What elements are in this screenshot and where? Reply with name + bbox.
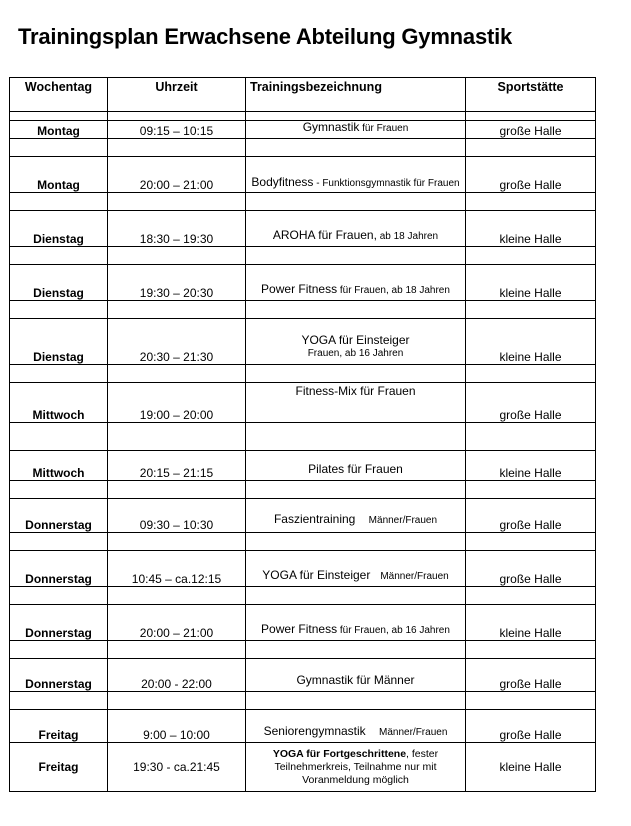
spacer-row xyxy=(10,587,596,605)
spacer-row xyxy=(10,193,596,211)
course-name: Seniorengymnastik xyxy=(263,724,366,738)
course-cell xyxy=(246,551,466,587)
course-cell xyxy=(246,499,466,533)
course-note: , fester Teilnehmerkreis, Teilnahme nur mit Voranmeldung möglich xyxy=(274,747,439,786)
day-cell: Dienstag xyxy=(10,265,108,301)
course-cell xyxy=(246,319,466,365)
course-name: AROHA für Frauen, xyxy=(272,228,377,242)
table-row xyxy=(10,211,596,247)
venue-cell: kleine Halle xyxy=(466,451,596,481)
day-cell: Freitag xyxy=(10,710,108,743)
course-note: Männer/Frauen xyxy=(368,515,438,526)
venue-cell: kleine Halle xyxy=(466,743,596,792)
course-note: ab 18 Jahren xyxy=(376,231,439,242)
spacer-row xyxy=(10,423,596,451)
header-course: Trainingsbezeichnung xyxy=(246,78,466,112)
header-venue: Sportstätte xyxy=(466,78,596,112)
time-cell: 19:30 – 20:30 xyxy=(108,265,246,301)
course-name: Power Fitness xyxy=(261,282,338,296)
course-name: Bodyfitness xyxy=(251,175,314,189)
course-cell xyxy=(246,211,466,247)
page-title: Trainingsplan Erwachsene Abteilung Gymnastik xyxy=(18,24,513,49)
day-cell: Mittwoch xyxy=(10,383,108,423)
course-cell xyxy=(246,710,466,743)
course-note: Frauen, ab 16 Jahren xyxy=(307,348,404,359)
course-note: für Frauen xyxy=(359,123,409,134)
table-row xyxy=(10,121,596,139)
course-cell xyxy=(246,157,466,193)
course-cell xyxy=(246,451,466,481)
spacer-row xyxy=(10,533,596,551)
day-cell: Mittwoch xyxy=(10,451,108,481)
course-name: Power Fitness xyxy=(261,622,338,636)
day-cell: Donnerstag xyxy=(10,659,108,692)
table-row xyxy=(10,157,596,193)
time-cell: 19:30 - ca.21:45 xyxy=(108,743,246,792)
spacer-row xyxy=(10,365,596,383)
course-note: - Funktionsgymnastik für Frauen xyxy=(313,178,460,189)
table-row xyxy=(10,499,596,533)
spacer-row xyxy=(10,692,596,710)
day-cell: Montag xyxy=(10,121,108,139)
time-cell: 18:30 – 19:30 xyxy=(108,211,246,247)
header-day: Wochentag xyxy=(10,78,108,112)
table-row xyxy=(10,451,596,481)
course-note: für Frauen, ab 16 Jahren xyxy=(337,625,450,636)
day-cell: Montag xyxy=(10,157,108,193)
table-row xyxy=(10,710,596,743)
course-name: Pilates für Frauen xyxy=(308,462,403,476)
course-name: Gymnastik xyxy=(302,120,360,134)
venue-cell: kleine Halle xyxy=(466,265,596,301)
venue-cell: große Halle xyxy=(466,383,596,423)
day-cell: Dienstag xyxy=(10,319,108,365)
table-row xyxy=(10,383,596,423)
course-cell xyxy=(246,743,466,792)
table-row xyxy=(10,743,596,792)
venue-cell: große Halle xyxy=(466,551,596,587)
spacer-row xyxy=(10,641,596,659)
course-cell xyxy=(246,605,466,641)
spacer-row xyxy=(10,112,596,121)
venue-cell: große Halle xyxy=(466,157,596,193)
day-cell: Freitag xyxy=(10,743,108,792)
table-row xyxy=(10,265,596,301)
spacer-row xyxy=(10,301,596,319)
course-cell xyxy=(246,121,466,139)
course-note: für Frauen, ab 18 Jahren xyxy=(337,285,450,296)
table-row xyxy=(10,319,596,365)
course-note: Männer/Frauen xyxy=(380,571,449,582)
course-name: YOGA für Fortgeschrittene xyxy=(272,747,407,760)
course-name: Faszientraining xyxy=(273,512,356,526)
course-name: YOGA für Einsteiger xyxy=(301,333,410,347)
spacer-row xyxy=(10,247,596,265)
time-cell: 20:00 – 21:00 xyxy=(108,605,246,641)
time-cell: 20:15 – 21:15 xyxy=(108,451,246,481)
day-cell: Donnerstag xyxy=(10,551,108,587)
course-cell xyxy=(246,265,466,301)
venue-cell: große Halle xyxy=(466,710,596,743)
course-name: Fitness-Mix für Frauen xyxy=(295,384,416,398)
course-cell xyxy=(246,659,466,692)
venue-cell: große Halle xyxy=(466,121,596,139)
time-cell: 20:00 – 21:00 xyxy=(108,157,246,193)
time-cell: 20:30 – 21:30 xyxy=(108,319,246,365)
spacer-row xyxy=(10,139,596,157)
course-name: YOGA für Einsteiger xyxy=(262,568,371,582)
day-cell: Dienstag xyxy=(10,211,108,247)
time-cell: 20:00 - 22:00 xyxy=(108,659,246,692)
spacer-row xyxy=(10,481,596,499)
venue-cell: kleine Halle xyxy=(466,211,596,247)
day-cell: Donnerstag xyxy=(10,605,108,641)
venue-cell: große Halle xyxy=(466,659,596,692)
time-cell: 9:00 – 10:00 xyxy=(108,710,246,743)
table-row xyxy=(10,605,596,641)
table-row xyxy=(10,551,596,587)
day-cell: Donnerstag xyxy=(10,499,108,533)
time-cell: 19:00 – 20:00 xyxy=(108,383,246,423)
venue-cell: kleine Halle xyxy=(466,319,596,365)
time-cell: 09:30 – 10:30 xyxy=(108,499,246,533)
course-note: Männer/Frauen xyxy=(379,727,448,738)
course-name: Gymnastik für Männer xyxy=(296,673,415,687)
venue-cell: kleine Halle xyxy=(466,605,596,641)
course-cell xyxy=(246,383,466,423)
time-cell: 09:15 – 10:15 xyxy=(108,121,246,139)
header-time: Uhrzeit xyxy=(108,78,246,112)
header-row xyxy=(10,78,596,112)
venue-cell: große Halle xyxy=(466,499,596,533)
table-row xyxy=(10,659,596,692)
training-schedule-table xyxy=(9,77,596,792)
time-cell: 10:45 – ca.12:15 xyxy=(108,551,246,587)
